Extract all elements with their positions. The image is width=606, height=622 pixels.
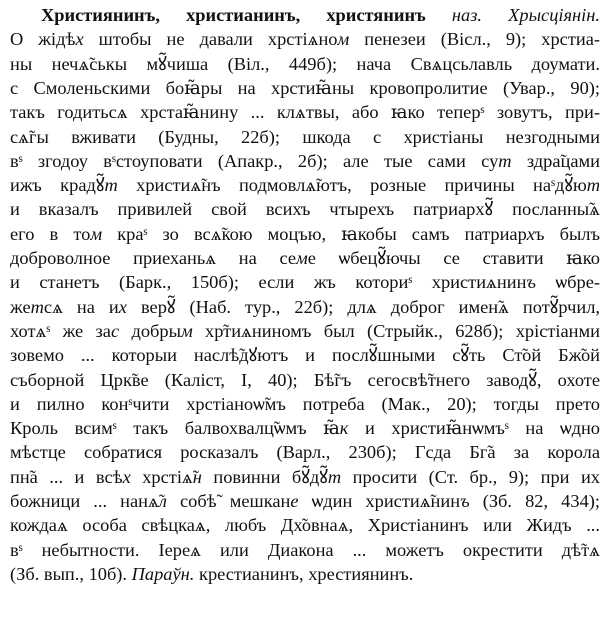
- text-segment: е: [290, 491, 299, 511]
- text-segment: верꙋ̃ (Наб. тур., 22б); длѧ доброг имен̃ѧ потꙋ̃рчил,: [126, 296, 600, 317]
- entry-line: [10, 513, 600, 537]
- text-segment: ˢ: [480, 102, 485, 123]
- text-segment: ˢ: [504, 418, 509, 439]
- text-segment: Християнинъ, христианинъ, христянинъ: [41, 5, 426, 25]
- text-segment: хр̃тиѧниномъ был (Стрыйк., 628б); хрістіанми: [192, 320, 600, 341]
- entry-line: [10, 343, 600, 367]
- text-segment: божници ... нанѧ̃: [10, 491, 159, 511]
- text-segment: Кроль всим: [10, 418, 113, 439]
- text-segment: добры: [119, 320, 181, 341]
- text-segment: ˢ: [128, 393, 133, 414]
- text-segment: е ѡбецꙋ̃ючы се ставити ꙗко: [307, 248, 600, 268]
- text-segment: х: [526, 223, 535, 244]
- text-segment: сѧ на и: [43, 296, 119, 317]
- entry-line: [10, 416, 600, 440]
- text-segment: чити хрстіаноѡ̃мъ потреба (Мак., 20); тогды прето: [132, 393, 600, 414]
- text-segment: крестианинъ, хрестиянинъ.: [194, 563, 414, 584]
- text-segment: же: [10, 296, 31, 317]
- entry-line: [10, 489, 600, 513]
- text-segment: Параўн.: [131, 563, 195, 584]
- text-segment: ъ: [526, 272, 536, 293]
- entry-line: [10, 368, 600, 392]
- text-segment: м: [296, 248, 308, 268]
- text-segment: м: [180, 320, 193, 341]
- text-segment: х: [122, 466, 131, 487]
- entry-line: [10, 270, 600, 294]
- text-segment: ˢ: [18, 150, 23, 171]
- text-segment: просити (Ст. бр., 9); при их: [341, 466, 600, 487]
- text-segment: небытности. Іереѧ или Диакона ... можетъ окрестити дѣ̃тѧ: [22, 539, 600, 560]
- text-segment: ˢ: [143, 223, 148, 244]
- entry-line: [10, 125, 600, 149]
- text-segment: доброволное приеханьѧ на се: [10, 248, 297, 268]
- text-segment: т: [327, 466, 342, 487]
- text-segment: христиѧ̃нъ подмовлѧ̃ютъ, розные причины на: [117, 175, 552, 196]
- text-segment: ны нечѧ̃ськы мꙋ̃чиша (Віл., 449б); нача Свѧцсьлавль доумати.: [10, 53, 600, 74]
- entry-line: [10, 197, 600, 221]
- entry-line: [41, 3, 600, 27]
- entry-line: [10, 52, 600, 76]
- text-segment: хотѧ: [10, 320, 47, 341]
- entry-line: [10, 538, 600, 562]
- text-segment: пенезеи (Вісл., 9); хрстиа-: [349, 29, 600, 50]
- entry-line: [10, 76, 600, 100]
- text-segment: м: [90, 223, 103, 244]
- text-segment: ѡбре-: [535, 272, 600, 293]
- text-segment: кра: [102, 223, 144, 244]
- text-segment: штобы не давали хрстіѧно: [83, 29, 338, 50]
- entry-line: [10, 392, 600, 416]
- entry-line: [10, 149, 600, 173]
- entry-line: [10, 440, 600, 464]
- text-segment: в: [10, 150, 19, 171]
- text-segment: мѣстце собратися росказалъ (Варл., 230б); Гсда Бг̃а за корола: [10, 442, 600, 463]
- text-segment: О жідѣ: [10, 29, 76, 50]
- text-segment: (Зб. 82, 434);: [469, 491, 600, 511]
- text-segment: в: [10, 539, 19, 560]
- text-segment: зовутъ, при-: [484, 102, 600, 123]
- text-segment: ѡдин христиѧ̃нин: [298, 491, 461, 511]
- entry-line: [10, 319, 600, 343]
- text-segment: ъ былъ: [534, 223, 600, 244]
- text-segment: ˢ: [46, 320, 51, 341]
- text-segment: пн̃а ... и всѣ: [10, 466, 123, 487]
- text-segment: зо всѧ̃кою моцъю, ꙗкобы самъ патриар: [147, 223, 527, 244]
- text-segment: згодоу в: [22, 150, 112, 171]
- text-segment: с: [110, 320, 120, 341]
- entry-line: [10, 222, 600, 246]
- text-segment: ижъ крадꙋ̃: [10, 175, 105, 196]
- text-segment: сѧ̃гы вживати (Будны, 22б); шкода с христіаны незгодными: [10, 126, 600, 147]
- entry-line: [10, 173, 600, 197]
- text-segment: повинни бꙋ̃дꙋ̃: [201, 466, 328, 487]
- text-segment: христиѧнин: [412, 272, 527, 293]
- text-segment: к: [339, 418, 349, 439]
- text-segment: здра̃цами: [511, 150, 600, 171]
- text-segment: х: [75, 29, 84, 50]
- text-segment: и вказалъ привилей свой всихъ чтырехъ патриархꙋ̃ посланны̃ѧ: [10, 199, 600, 220]
- text-segment: л: [158, 491, 167, 511]
- text-segment: его в то: [10, 223, 91, 244]
- text-segment: такъ годитьсѧ хрстаꙗ̃нину ... клѧтвы, або ꙗко тепер: [10, 102, 481, 123]
- text-segment: и пилно кон: [10, 393, 129, 414]
- entry-line: [10, 27, 600, 51]
- text-segment: ˢ: [18, 539, 23, 560]
- text-segment: ˢ: [111, 150, 116, 171]
- text-segment: же за: [50, 320, 111, 341]
- text-segment: т: [104, 175, 118, 196]
- entry-line: [10, 246, 600, 270]
- text-segment: кождаѧ особа свѣцкаѧ, любъ Дх̃овнаѧ, Христіанинъ или Жидъ ...: [10, 515, 600, 536]
- entry-line: [10, 465, 600, 489]
- entry-line: [10, 295, 600, 319]
- entry-line: [10, 562, 600, 586]
- text-segment: х: [118, 296, 127, 317]
- text-segment: собѣ̃ мешкан: [166, 491, 291, 511]
- text-segment: стоуповати (Апакр., 2б); але тые сами су: [115, 150, 499, 171]
- text-segment: ъ: [460, 491, 470, 511]
- text-segment: и христиꙗ̃нѡмъ: [348, 418, 505, 439]
- text-segment: (Зб. вып., 10б).: [10, 563, 132, 584]
- text-segment: т: [30, 296, 44, 317]
- text-segment: с Смоленьскими боꙗ̃ры на хрстиꙗ̃ны кровопролитие (Увар., 90);: [10, 77, 600, 98]
- text-segment: т: [586, 175, 600, 196]
- text-segment: хрстіѧ̃: [130, 466, 193, 487]
- text-segment: ˢ: [551, 175, 555, 196]
- text-segment: такъ балвохвалц̃ѡмъ ꙗ̃: [116, 418, 340, 439]
- text-segment: наз. Хрысціянін.: [451, 5, 600, 25]
- entry-line: [10, 100, 600, 124]
- text-segment: м: [337, 29, 350, 50]
- text-segment: на ѡдно: [508, 418, 600, 439]
- text-segment: [426, 5, 452, 25]
- text-segment: т: [498, 150, 512, 171]
- text-segment: н: [192, 466, 202, 487]
- text-segment: ˢ: [112, 418, 117, 439]
- text-segment: съборной Црк̃ве (Каліст, І, 40); Бѣ̃гъ сегосвѣ̃тнего заводꙋ̃, охоте: [10, 369, 600, 390]
- text-segment: дꙋ̃ю: [554, 175, 587, 196]
- text-segment: и станетъ (Барк., 150б); если жъ котори: [10, 272, 409, 293]
- text-segment: зовемо ... которыи наслѣ̃дꙋютъ и послꙋ̃шными сꙋ̃ть Ст̃ой Бж̃ой: [10, 345, 600, 366]
- text-segment: ˢ: [408, 272, 413, 293]
